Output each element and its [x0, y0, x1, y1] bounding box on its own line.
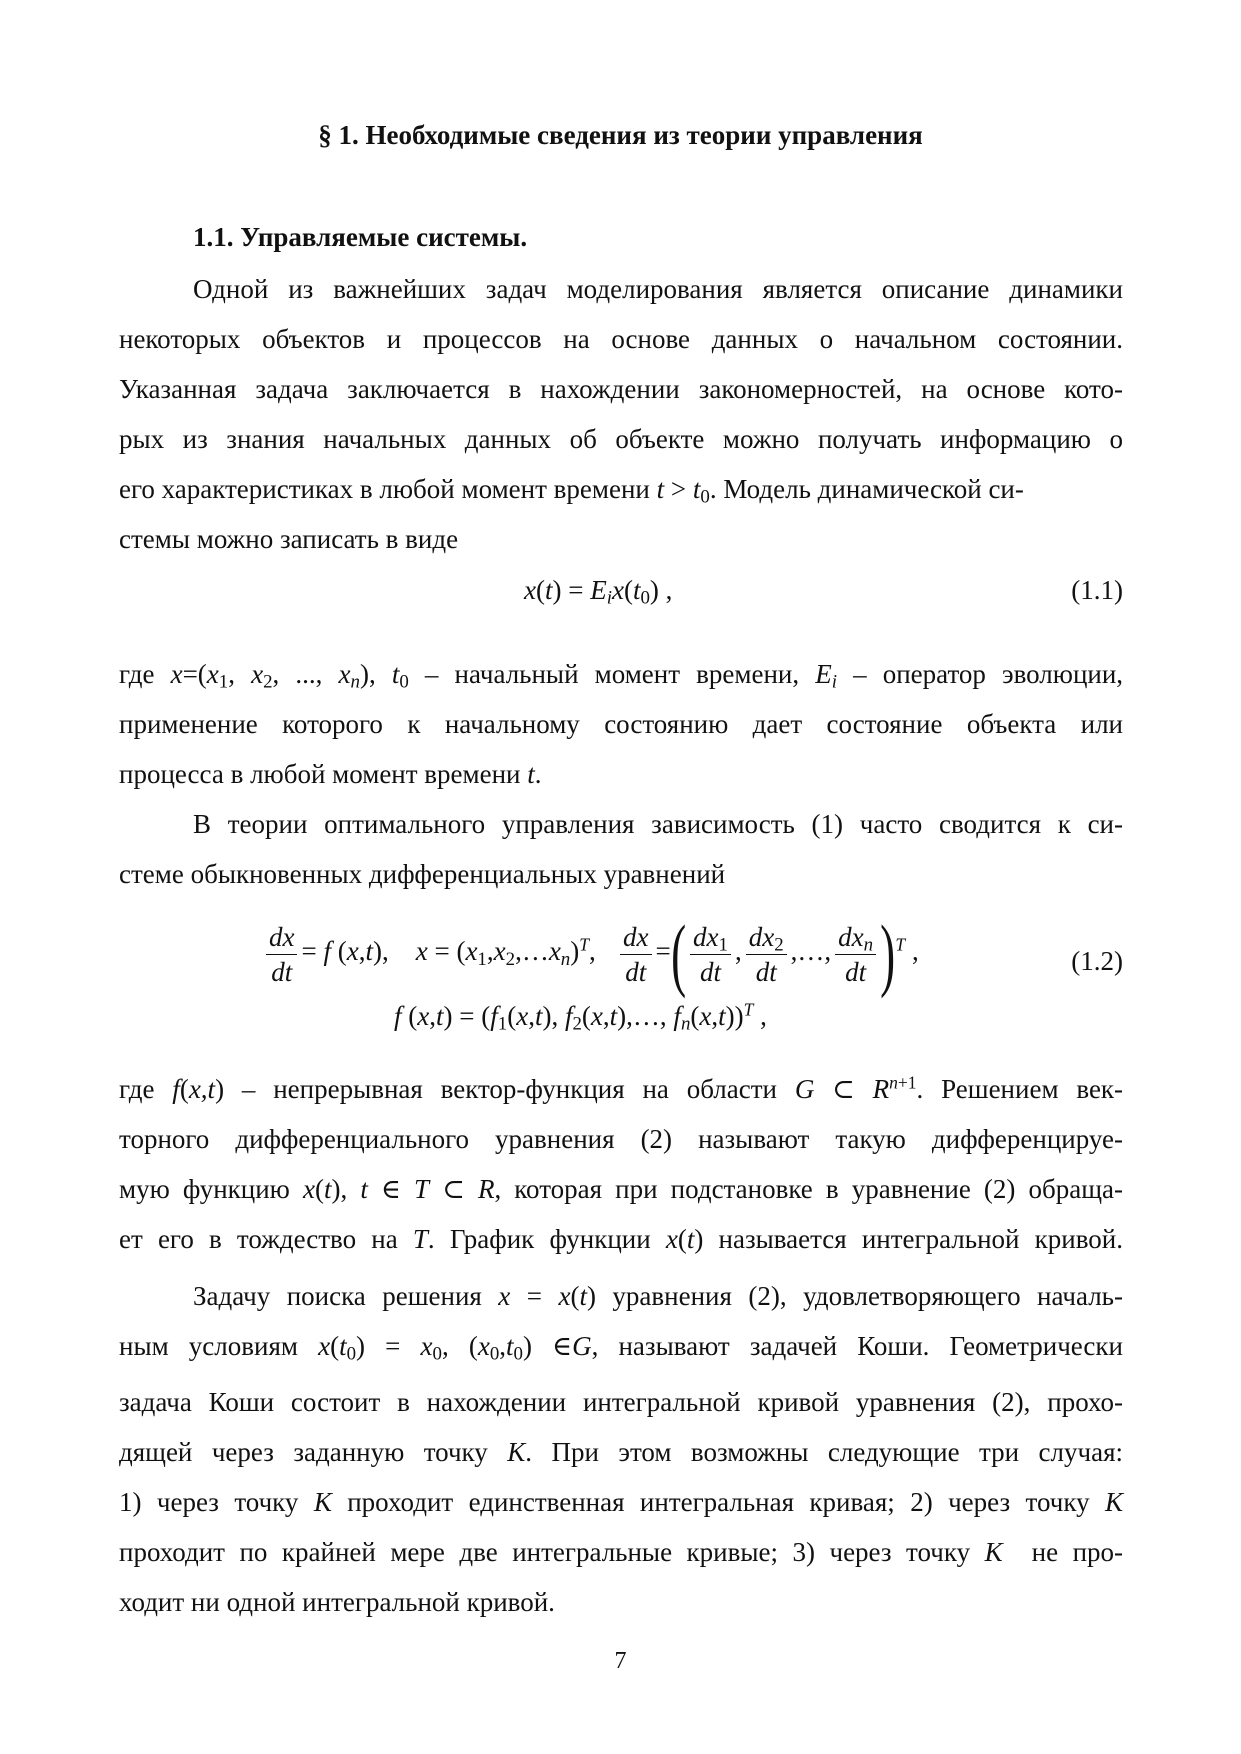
paragraph-line: торного дифференциального уравнения (2) называют такую дифференцируе- — [119, 1124, 1123, 1154]
paragraph-line: процесса в любой момент времени t. — [119, 759, 542, 789]
equation-1-2-line-2: f $(x,t) = (f_1(x,t)$, $f_2(x,t),\dots$, $f_n(x,t))^T$ , — [394, 999, 767, 1035]
paragraph-line: Задачу поиска решения x = x(t) уравнения (2), удовлетворяющего началь- — [193, 1281, 1123, 1311]
paragraph-line: дящей через заданную точку K. При этом возможны следующие три случая: — [119, 1437, 1124, 1467]
paragraph-line: стемы можно записать в виде — [119, 524, 459, 554]
paragraph-line: где f(x,t) – непрерывная вектор-функция на области G ⊂ $R^{n+1}$. Решением век- — [119, 1072, 1124, 1104]
paragraph-line: применение которого к начальному состоянию дает состояние объекта или — [119, 709, 1123, 739]
paragraph-line: Одной из важнейших задач моделирования является описание динамики — [193, 274, 1123, 304]
subsection-title: 1.1. Управляемые системы. — [193, 222, 528, 252]
paragraph-line: мую функцию x(t), t ∈ T ⊂ R, которая при подстановке в уравнение (2) обраща- — [119, 1174, 1124, 1204]
paragraph-line: его характеристиках в любой момент времени $t > t_0$. Модель динамической си- — [119, 474, 1024, 508]
paragraph-line: В теории оптимального управления зависимость (1) часто сводится к си- — [193, 809, 1123, 839]
paragraph-line: 1) через точку K проходит единственная интегральная кривая; 2) через точку K — [119, 1487, 1124, 1517]
equation-1-1: $x(t) = E_ix(t_0)$ , — [524, 575, 673, 609]
paragraph-line: ным условиям $x(t_0) = x_0$, $(x_0,t_0)$ ∈G, называют задачей Коши. Геометрически — [119, 1331, 1123, 1365]
paragraph-line: стеме обыкновенных дифференциальных уравнений — [119, 859, 726, 889]
paragraph-line: ходит ни одной интегральной кривой. — [119, 1587, 555, 1617]
equation-number: (1.2) — [1071, 946, 1123, 976]
equation-1-2-line-1: $\frac{dx}{dt}$ = f (x,t), $x = (x_1,x_2,\dots x_n)^T$, $\frac{dx}{dt}$ =( $\frac{dx_1}{dt}$ , $\frac{dx_2}{dt}$ ,…, $\frac{dx_n}{dt}$ )$^T$ , — [262, 913, 919, 995]
page-number: 7 — [614, 1648, 627, 1674]
paragraph-line: Указанная задача заключается в нахождении закономерностей, на основе кото- — [119, 374, 1123, 404]
paragraph-line: ет его в тождество на T. График функции x(t) называется интегральной кривой. — [119, 1224, 1123, 1254]
paragraph-line: где $x=(x_1$, $x_2$, ..., $x_n$), $t_0$ – начальный момент времени, $E_i$ – оператор эволюции, — [119, 659, 1124, 693]
paragraph-line: задача Коши состоит в нахождении интегральной кривой уравнения (2), прохо- — [119, 1387, 1123, 1417]
paragraph-line: рых из знания начальных данных об объекте можно получать информацию о — [119, 424, 1123, 454]
section-title: § 1. Необходимые сведения из теории управления — [318, 120, 923, 150]
paragraph-line: проходит по крайней мере две интегральные кривые; 3) через точку K не про- — [119, 1537, 1124, 1567]
equation-number: (1.1) — [1071, 575, 1123, 605]
paragraph-line: некоторых объектов и процессов на основе данных о начальном состоянии. — [119, 324, 1123, 354]
